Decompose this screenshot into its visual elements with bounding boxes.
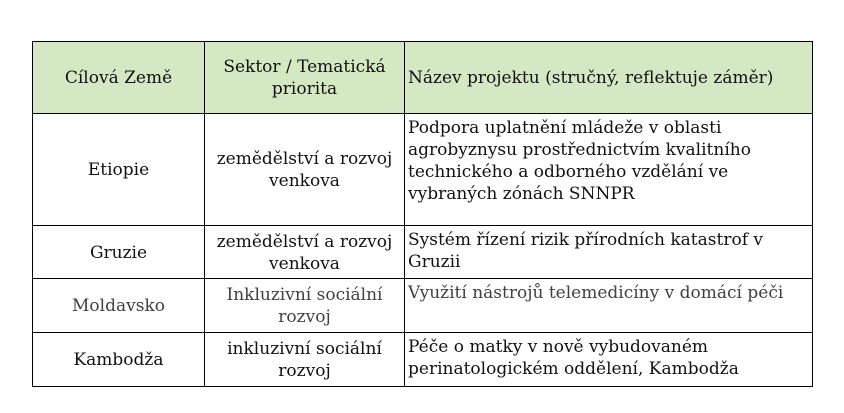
sector-cell: Inkluzivní sociální rozvoj (205, 279, 405, 333)
table-row (33, 333, 813, 387)
country-cell: Etiopie (33, 114, 205, 226)
projects-table (32, 41, 813, 387)
project-cell: Využití nástrojů telemedicíny v domácí péči (405, 279, 813, 333)
header-country: Cílová Země (33, 42, 205, 114)
country-cell: Gruzie (33, 226, 205, 279)
sector-cell: zemědělství a rozvoj venkova (205, 114, 405, 226)
project-cell: Podpora uplatnění mládeže v oblasti agrobyznysu prostřednictvím kvalitního technického a odborného vzdělání ve vybraných zónách SNNPR (405, 114, 813, 226)
project-cell: Péče o matky v nově vybudovaném perinatologickém oddělení, Kambodža (405, 333, 813, 387)
country-cell: Kambodža (33, 333, 205, 387)
header-row (33, 42, 813, 114)
header-project: Název projektu (stručný, reflektuje záměr) (405, 42, 813, 114)
country-cell: Moldavsko (33, 279, 205, 333)
project-cell: Systém řízení rizik přírodních katastrof v Gruzii (405, 226, 813, 279)
header-sector: Sektor / Tematická priorita (205, 42, 405, 114)
table-row (33, 279, 813, 333)
sector-cell: zemědělství a rozvoj venkova (205, 226, 405, 279)
table-row (33, 226, 813, 279)
sector-cell: inkluzivní sociální rozvoj (205, 333, 405, 387)
table-row (33, 114, 813, 226)
